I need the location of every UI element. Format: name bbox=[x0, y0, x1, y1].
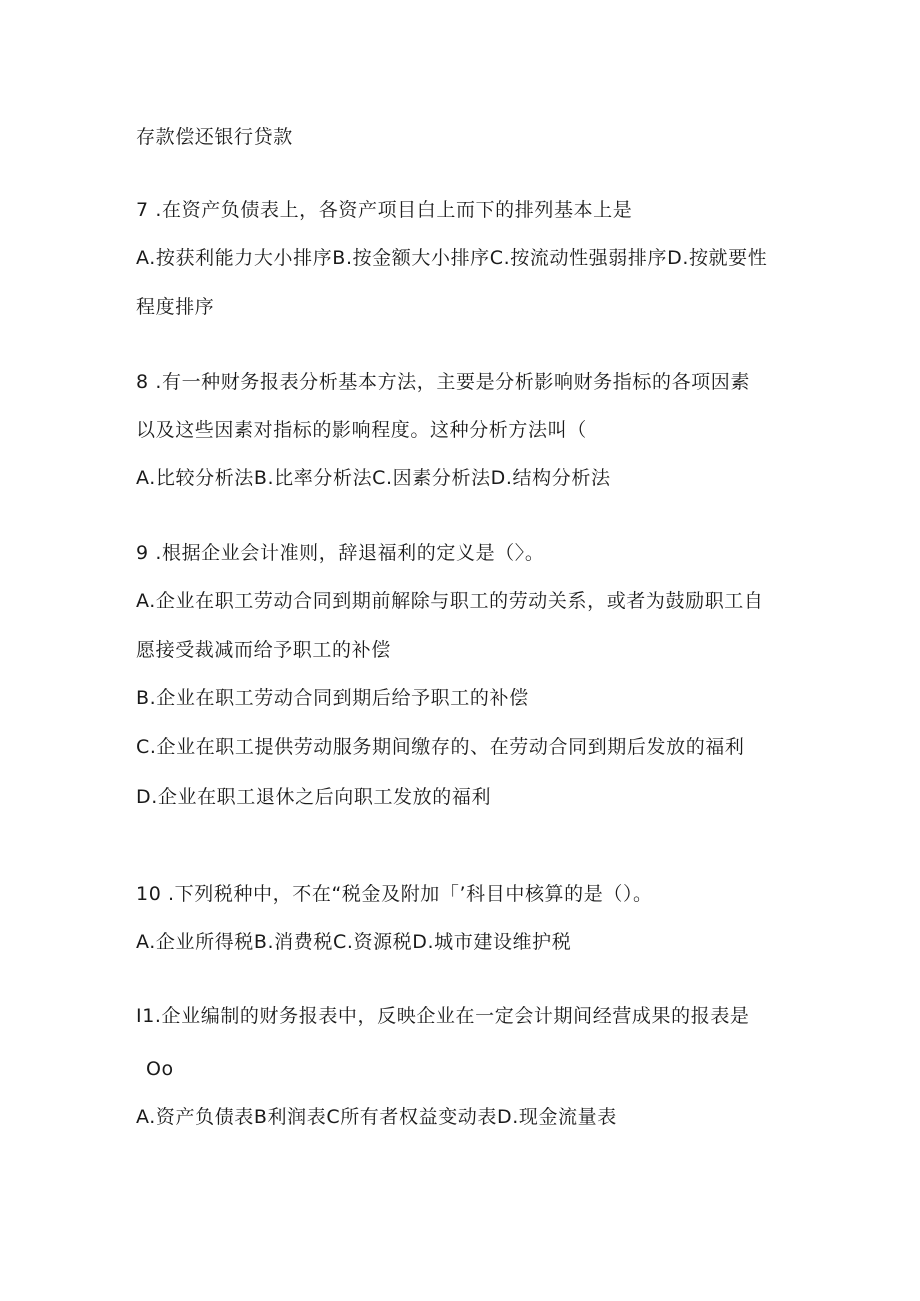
question-7-options-cont: 程度排序 bbox=[136, 296, 215, 318]
question-9-stem: 9 .根据企业会计准则，辞退福利的定义是（〉。 bbox=[136, 542, 545, 564]
question-9-option-a: A.企业在职工劳动合同到期前解除与职工的劳动关系，或者为鼓励职工自 bbox=[136, 590, 764, 612]
question-9-option-c: C.企业在职工提供劳动服务期间缴存的、在劳动合同到期后发放的福利 bbox=[136, 736, 745, 758]
question-7-options: A.按获利能力大小排序B.按金额大小排序C.按流动性强弱排序D.按就要性 bbox=[136, 247, 768, 269]
question-11-options: A.资产负债表B利润表C所有者权益变动表D.现金流量表 bbox=[136, 1106, 617, 1128]
question-9-option-b: B.企业在职工劳动合同到期后给予职工的补偿 bbox=[136, 687, 529, 709]
question-11-stem: I1.企业编制的财务报表中，反映企业在一定会计期间经营成果的报表是 bbox=[136, 1005, 750, 1027]
question-9-option-d: D.企业在职工退休之后向职工发放的福利 bbox=[136, 786, 492, 808]
question-8-stem-cont: 以及这些因素对指标的影响程度。这种分析方法叫（ bbox=[136, 419, 587, 441]
question-10-stem: 10 .下列税种中，不在“税金及附加「’科目中核算的是（）。 bbox=[136, 883, 653, 905]
question-8-options: A.比较分析法B.比率分析法C.因素分析法D.结构分析法 bbox=[136, 467, 611, 489]
question-7-stem: 7 .在资产负债表上，各资产项目白上而下的排列基本上是 bbox=[136, 199, 633, 221]
question-8-stem: 8 .有一种财务报表分析基本方法，主要是分析影响财务指标的各项因素 bbox=[136, 371, 750, 393]
question-11-stem-cont: Oo bbox=[146, 1058, 174, 1080]
question-9-option-a-cont: 愿接受裁减而给予职工的补偿 bbox=[136, 639, 391, 661]
text-line-continuation: 存款偿还银行贷款 bbox=[136, 126, 293, 148]
question-10-options: A.企业所得税B.消费税C.资源税D.城市建设维护税 bbox=[136, 931, 572, 953]
